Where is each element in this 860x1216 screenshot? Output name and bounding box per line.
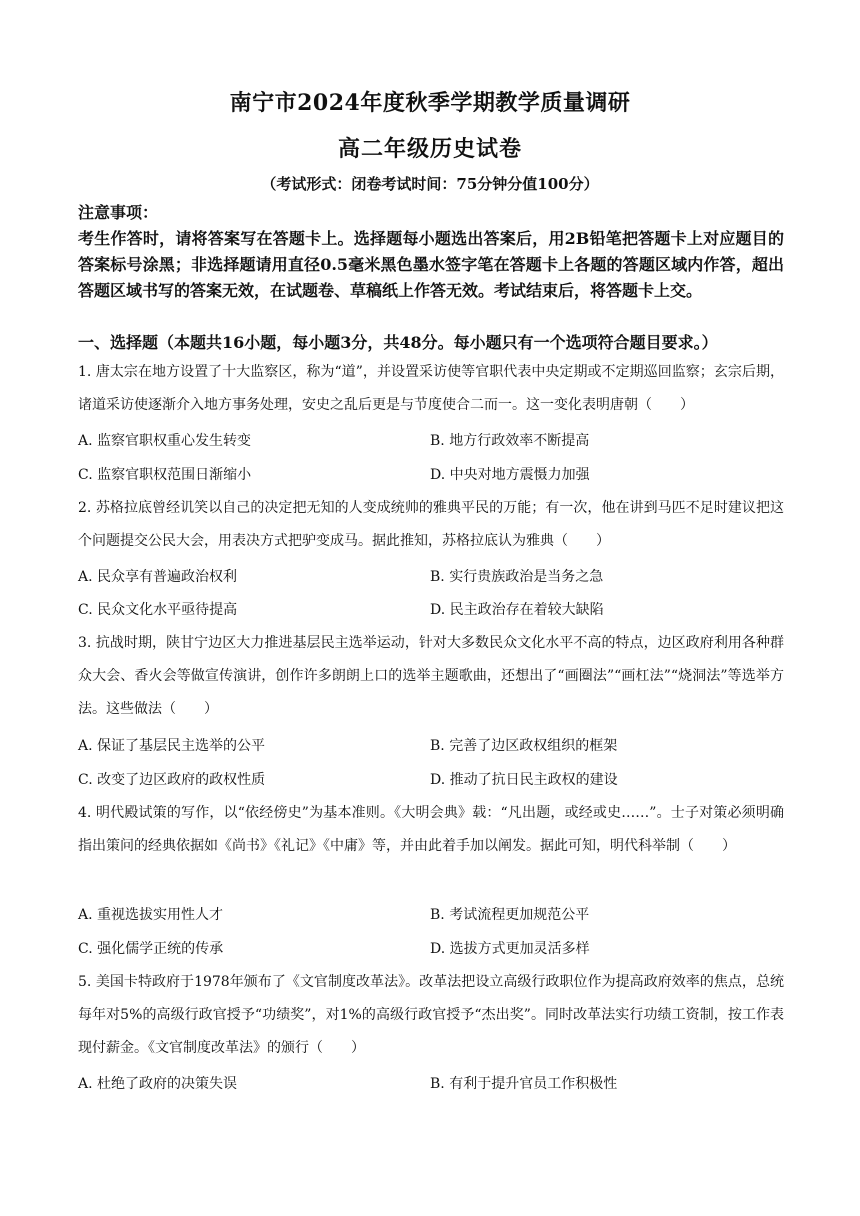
question-1-option-d: D. 中央对地方震慑力加强: [430, 467, 590, 483]
question-4-option-a: A. 重视选拔实用性人才: [78, 907, 224, 923]
question-5-option-a: A. 杜绝了政府的决策失误: [78, 1076, 238, 1092]
question-3-option-b: B. 完善了边区政权组织的框架: [430, 738, 618, 754]
exam-info: （考试形式：闭卷考试时间：75分钟分值100分）: [261, 175, 599, 193]
question-3-option-d: D. 推动了抗日民主政权的建设: [430, 772, 618, 788]
question-3-stem: 3. 抗战时期，陕甘宁边区大力推进基层民主选举运动，针对大多数民众文化水平不高的特点，边区政府利用各种群众大会、香火会等做宣传演讲，创作许多朗朗上口的选举主题歌曲，还想出了“画圈法”“画杠法”“烧洞法”等选举方法。这些做法（ ）: [78, 635, 784, 717]
question-5-stem: 5. 美国卡特政府于1978年颁布了《文官制度改革法》。改革法把设立高级行政职位作为提高政府效率的焦点，总统每年对5%的高级行政官授予“功绩奖”，对1%的高级行政官授予“杰出奖”。同时改革法实行功绩工资制，按工作表现付薪金。《文官制度改革法》的颁行（ ）: [78, 974, 784, 1056]
question-4-option-b: B. 考试流程更加规范公平: [430, 907, 590, 923]
question-3-option-a: A. 保证了基层民主选举的公平: [78, 738, 266, 754]
question-2-option-d: D. 民主政治存在着较大缺陷: [430, 602, 604, 618]
exam-title: 南宁市2024年度秋季学期教学质量调研: [229, 90, 631, 116]
exam-subtitle: 高二年级历史试卷: [337, 136, 522, 162]
question-1-stem: 1. 唐太宗在地方设置了十大监察区，称为“道”，并设置采访使等官职代表中央定期或不定期巡回监察；玄宗后期，诸道采访使逐渐介入地方事务处理，安史之乱后更是与节度使合二而一。这一变化表明唐朝（ ）: [78, 364, 784, 413]
question-2-option-c: C. 民众文化水平亟待提高: [78, 602, 238, 618]
question-1-option-a: A. 监察官职权重心发生转变: [78, 433, 252, 449]
notice-body: 考生作答时，请将答案写在答题卡上。选择题每小题选出答案后，用2B铅笔把答题卡上对应题目的答案标号涂黑；非选择题请用直径0.5毫米黑色墨水签字笔在答题卡上各题的答题区域内作答，超出答题区域书写的答案无效，在试题卷、草稿纸上作答无效。考试结束后，将答题卡上交。: [78, 229, 784, 300]
question-2-stem: 2. 苏格拉底曾经讥笑以自己的决定把无知的人变成统帅的雅典平民的万能；有一次，他在讲到马匹不足时建议把这个问题提交公民大会，用表决方式把驴变成马。据此推知，苏格拉底认为雅典（ ）: [78, 500, 784, 549]
notice-heading: 注意事项：: [78, 203, 159, 222]
question-1-option-b: B. 地方行政效率不断提高: [430, 433, 590, 449]
question-4-option-d: D. 选拔方式更加灵活多样: [430, 941, 590, 957]
question-2-option-a: A. 民众享有普遍政治权利: [78, 569, 238, 585]
question-1-option-c: C. 监察官职权范围日渐缩小: [78, 467, 252, 483]
question-4-stem: 4. 明代殿试策的写作，以“依经傍史”为基本准则。《大明会典》载：“凡出题，或经或史……”。士子对策必须明确指出策问的经典依据如《尚书》《礼记》《中庸》等，并由此着手加以阐发。据此可知，明代科举制（ ）: [78, 805, 784, 854]
question-3-option-c: C. 改变了边区政府的政权性质: [78, 772, 266, 788]
question-2-option-b: B. 实行贵族政治是当务之急: [430, 569, 604, 585]
question-4-option-c: C. 强化儒学正统的传承: [78, 941, 224, 957]
question-5-option-b: B. 有利于提升官员工作积极性: [430, 1076, 618, 1092]
section-heading: 一、选择题（本题共16小题，每小题3分，共48分。每小题只有一个选项符合题目要求。）: [78, 333, 718, 352]
